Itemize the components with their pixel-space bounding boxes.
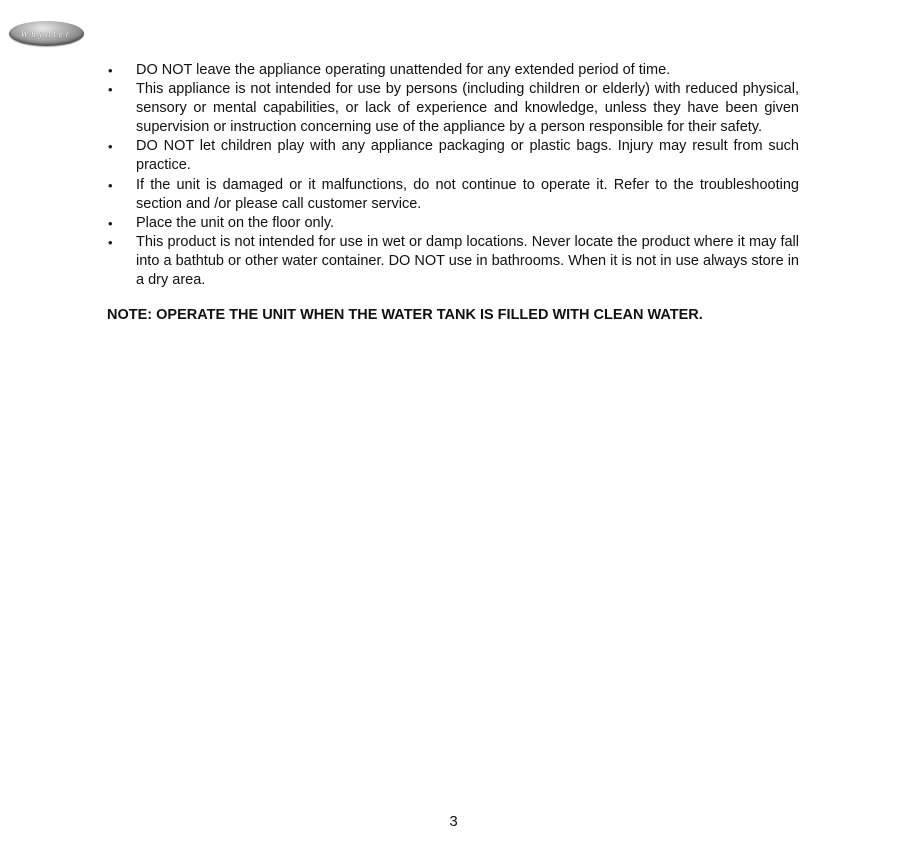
page-number: 3	[449, 813, 458, 830]
logo-text: Whynter	[20, 28, 73, 39]
safety-list	[107, 61, 799, 290]
brand-logo	[9, 21, 84, 46]
list-item: • This appliance is not intended for use by persons (including children or elderly) with reduced physical, sensory or mental capabilities, or lack of experience and knowledge, unless they have been given supervision or instruction concerning use of the appliance by a person responsible for their safety.	[107, 80, 799, 137]
list-item: • If the unit is damaged or it malfunctions, do not continue to operate it. Refer to the troubleshooting section and /or please call customer service.	[107, 176, 799, 214]
list-item: • Place the unit on the floor only.	[107, 214, 799, 233]
safety-instructions	[107, 61, 799, 325]
list-item: • DO NOT leave the appliance operating unattended for any extended period of time.	[107, 61, 799, 80]
list-item: • This product is not intended for use in wet or damp locations. Never locate the product where it may fall into a bathtub or other water container. DO NOT use in bathrooms. When it is not in use always store in a dry area.	[107, 233, 799, 290]
list-item: • DO NOT let children play with any appliance packaging or plastic bags. Injury may result from such practice.	[107, 137, 799, 175]
note-text: NOTE: OPERATE THE UNIT WHEN THE WATER TANK IS FILLED WITH CLEAN WATER.	[107, 307, 703, 323]
